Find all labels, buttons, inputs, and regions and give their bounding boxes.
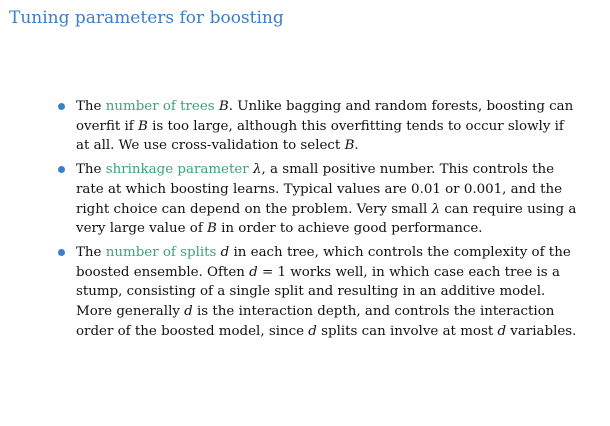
math-equals: = xyxy=(257,264,278,280)
bullet-list xyxy=(58,97,578,345)
math-variable-d: d xyxy=(184,304,193,320)
text-segment: . xyxy=(354,138,359,154)
bullet-number-of-splits xyxy=(58,243,578,342)
text-segment: . Unlike bagging and random forests, boosting can overfit if xyxy=(76,99,574,134)
math-variable-b: B xyxy=(138,118,148,134)
text-segment: The xyxy=(76,99,106,114)
text-segment: is the interaction depth, and controls the interaction order of the boosted model, since xyxy=(76,304,555,339)
math-variable-lambda: λ xyxy=(431,201,441,217)
math-variable-lambda: λ xyxy=(252,162,262,178)
bullet-icon xyxy=(58,103,65,110)
bullet-icon xyxy=(58,166,65,173)
text-segment: The xyxy=(76,244,106,260)
text-segment: in each tree, which controls the complexity of the boosted ensemble. Often xyxy=(76,244,571,280)
text-segment: , a small positive number. This controls the rate at which boosting learns. Typical values are 0.01 or 0.001, and the right choice can depend on the problem. Very small xyxy=(76,162,563,217)
math-number: 1 xyxy=(277,264,287,280)
term-number-of-trees: number of trees xyxy=(105,99,215,114)
text-segment: works well, in which case each tree is a stump, consisting of a single split and resulting in an additive model. More generally xyxy=(76,264,560,320)
math-variable-d: d xyxy=(249,264,258,280)
slide-title: Tuning parameters for boosting xyxy=(9,8,284,28)
math-variable-d: d xyxy=(308,323,317,339)
text-segment: can require using a very large value of xyxy=(76,201,577,237)
term-shrinkage-parameter: shrinkage parameter xyxy=(105,162,249,178)
math-variable-d: d xyxy=(220,244,230,260)
math-variable-b: B xyxy=(344,138,355,154)
text-segment: splits can involve at most xyxy=(316,323,498,339)
math-variable-b: B xyxy=(207,221,217,237)
text-segment: in order to achieve good performance. xyxy=(216,221,483,237)
bullet-shrinkage-parameter xyxy=(58,160,578,239)
text-segment: variables. xyxy=(506,323,577,339)
text-segment: is too large, although this overfitting tends to occur slowly if at all. We use cross-validation to select xyxy=(76,118,564,154)
bullet-number-of-trees xyxy=(58,97,578,156)
math-variable-b: B xyxy=(218,99,229,114)
term-number-of-splits: number of splits xyxy=(105,244,217,260)
text-segment: The xyxy=(76,162,106,178)
math-variable-d: d xyxy=(497,323,507,339)
bullet-icon xyxy=(58,249,65,256)
